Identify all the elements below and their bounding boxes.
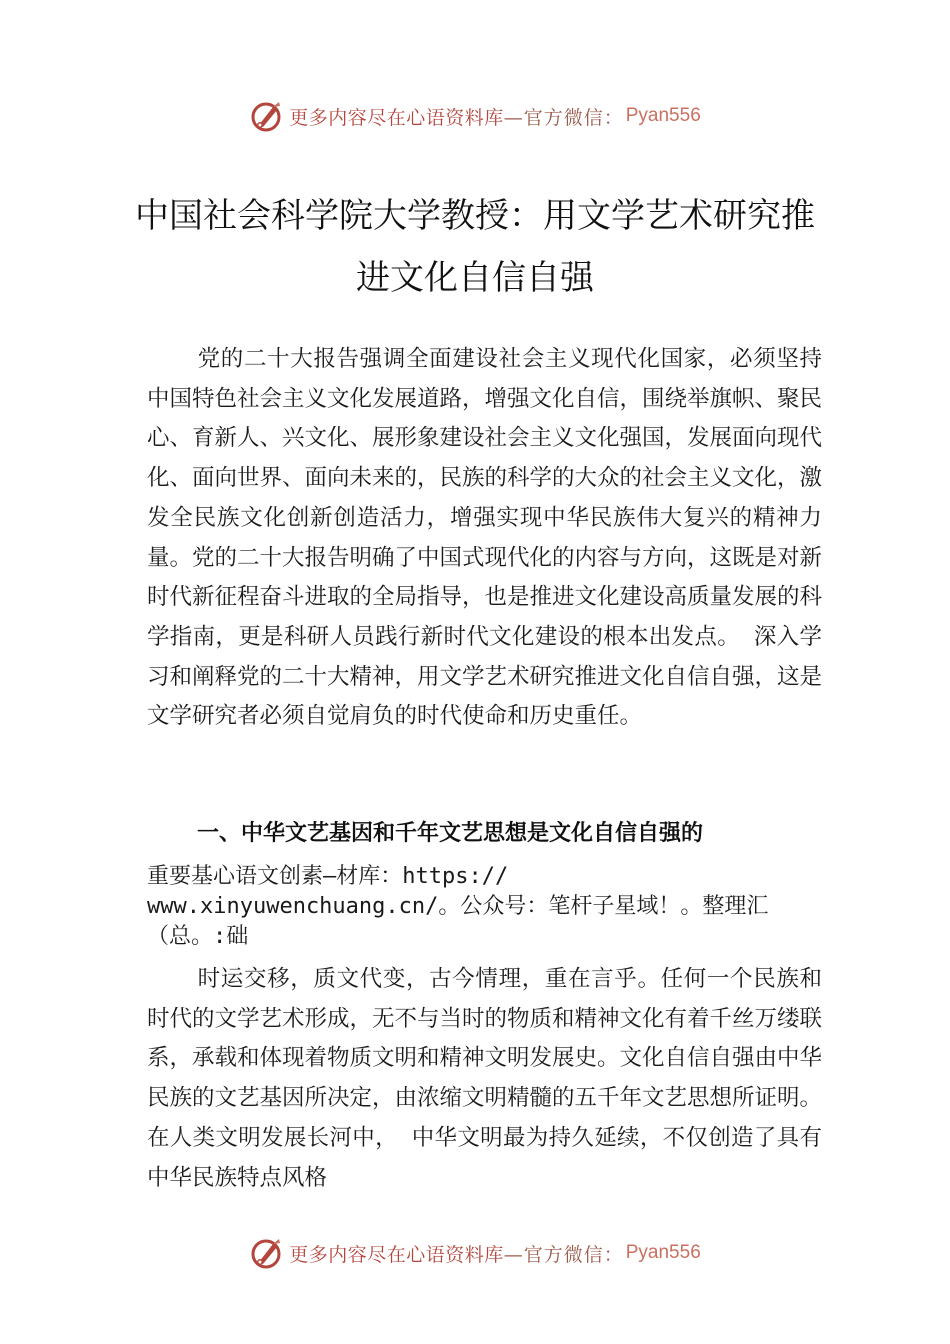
body-paragraph-2-text: 时运交移，质文代变，古今情理，重在言乎。任何一个民族和时代的文学艺术形成，无不与当时的物质和精神文化有着千丝万缕联系，承载和体现着物质文明和精神文明发展史。文化自信自强由中华民族的文艺基因所决定，由浓缩文明精髓的五千年文艺思想所证明。在人类文明发展长河中， 中华文明最为持久延续，不仅创造了具有中华民族特点风格 — [147, 966, 823, 1191]
mixed-line-3: （总。:础 — [147, 924, 249, 949]
quill-seal-logo-icon — [249, 98, 285, 134]
banner-text-library: 更多内容尽在心语资料库 — [289, 1243, 504, 1266]
quill-seal-logo-icon — [249, 1235, 285, 1271]
heading-continuation-block — [147, 862, 827, 952]
footer-watermark-banner — [0, 1231, 950, 1275]
header-watermark-banner — [0, 94, 950, 138]
mixed-line-2: www.xinyuwenchuang.cn/。公众号：笔杆子星域！。整理汇 — [147, 894, 769, 919]
banner-text-wechat-id: Pyan556 — [625, 105, 701, 126]
banner-text-wechat-label: —官方微信： — [503, 1243, 624, 1266]
body-paragraph-1 — [147, 340, 822, 737]
body-paragraph-1-text: 党的二十大报告强调全面建设社会主义现代化国家，必须坚持中国特色社会主义文化发展道路，增强文化自信，围绕举旗帜、聚民心、育新人、兴文化、展形象建设社会主义文化强国，发展面向现代化、面向世界、面向未来的，民族的科学的大众的社会主义文化，激发全民族文化创新创造活力，增强实现中华民族伟大复兴的精神力量。党的二十大报告明确了中国式现代化的内容与方向，这既是对新时代新征程奋斗进取的全局指导，也是推进文化建设高质量发展的科学指南，更是科研人员践行新时代文化建设的根本出发点。 深入学习和阐释党的二十大精神，用文学艺术研究推进文化自信自强，这是文学研究者必须自觉肩负的时代使命和历史重任。 — [147, 346, 823, 730]
mixed-line-1: 重要基心语文创素—材库：https:// — [147, 864, 509, 889]
document-title: 中国社会科学院大学教授：用文学艺术研究推进文化自信自强 — [135, 196, 815, 298]
banner-text-wechat-id: Pyan556 — [625, 1242, 701, 1263]
banner-text-wechat-label: —官方微信： — [503, 106, 624, 129]
body-paragraph-2 — [147, 960, 822, 1198]
section-heading: 一、中华文艺基因和千年文艺思想是文化自信自强的 — [197, 821, 704, 846]
banner-text-library: 更多内容尽在心语资料库 — [289, 106, 504, 129]
